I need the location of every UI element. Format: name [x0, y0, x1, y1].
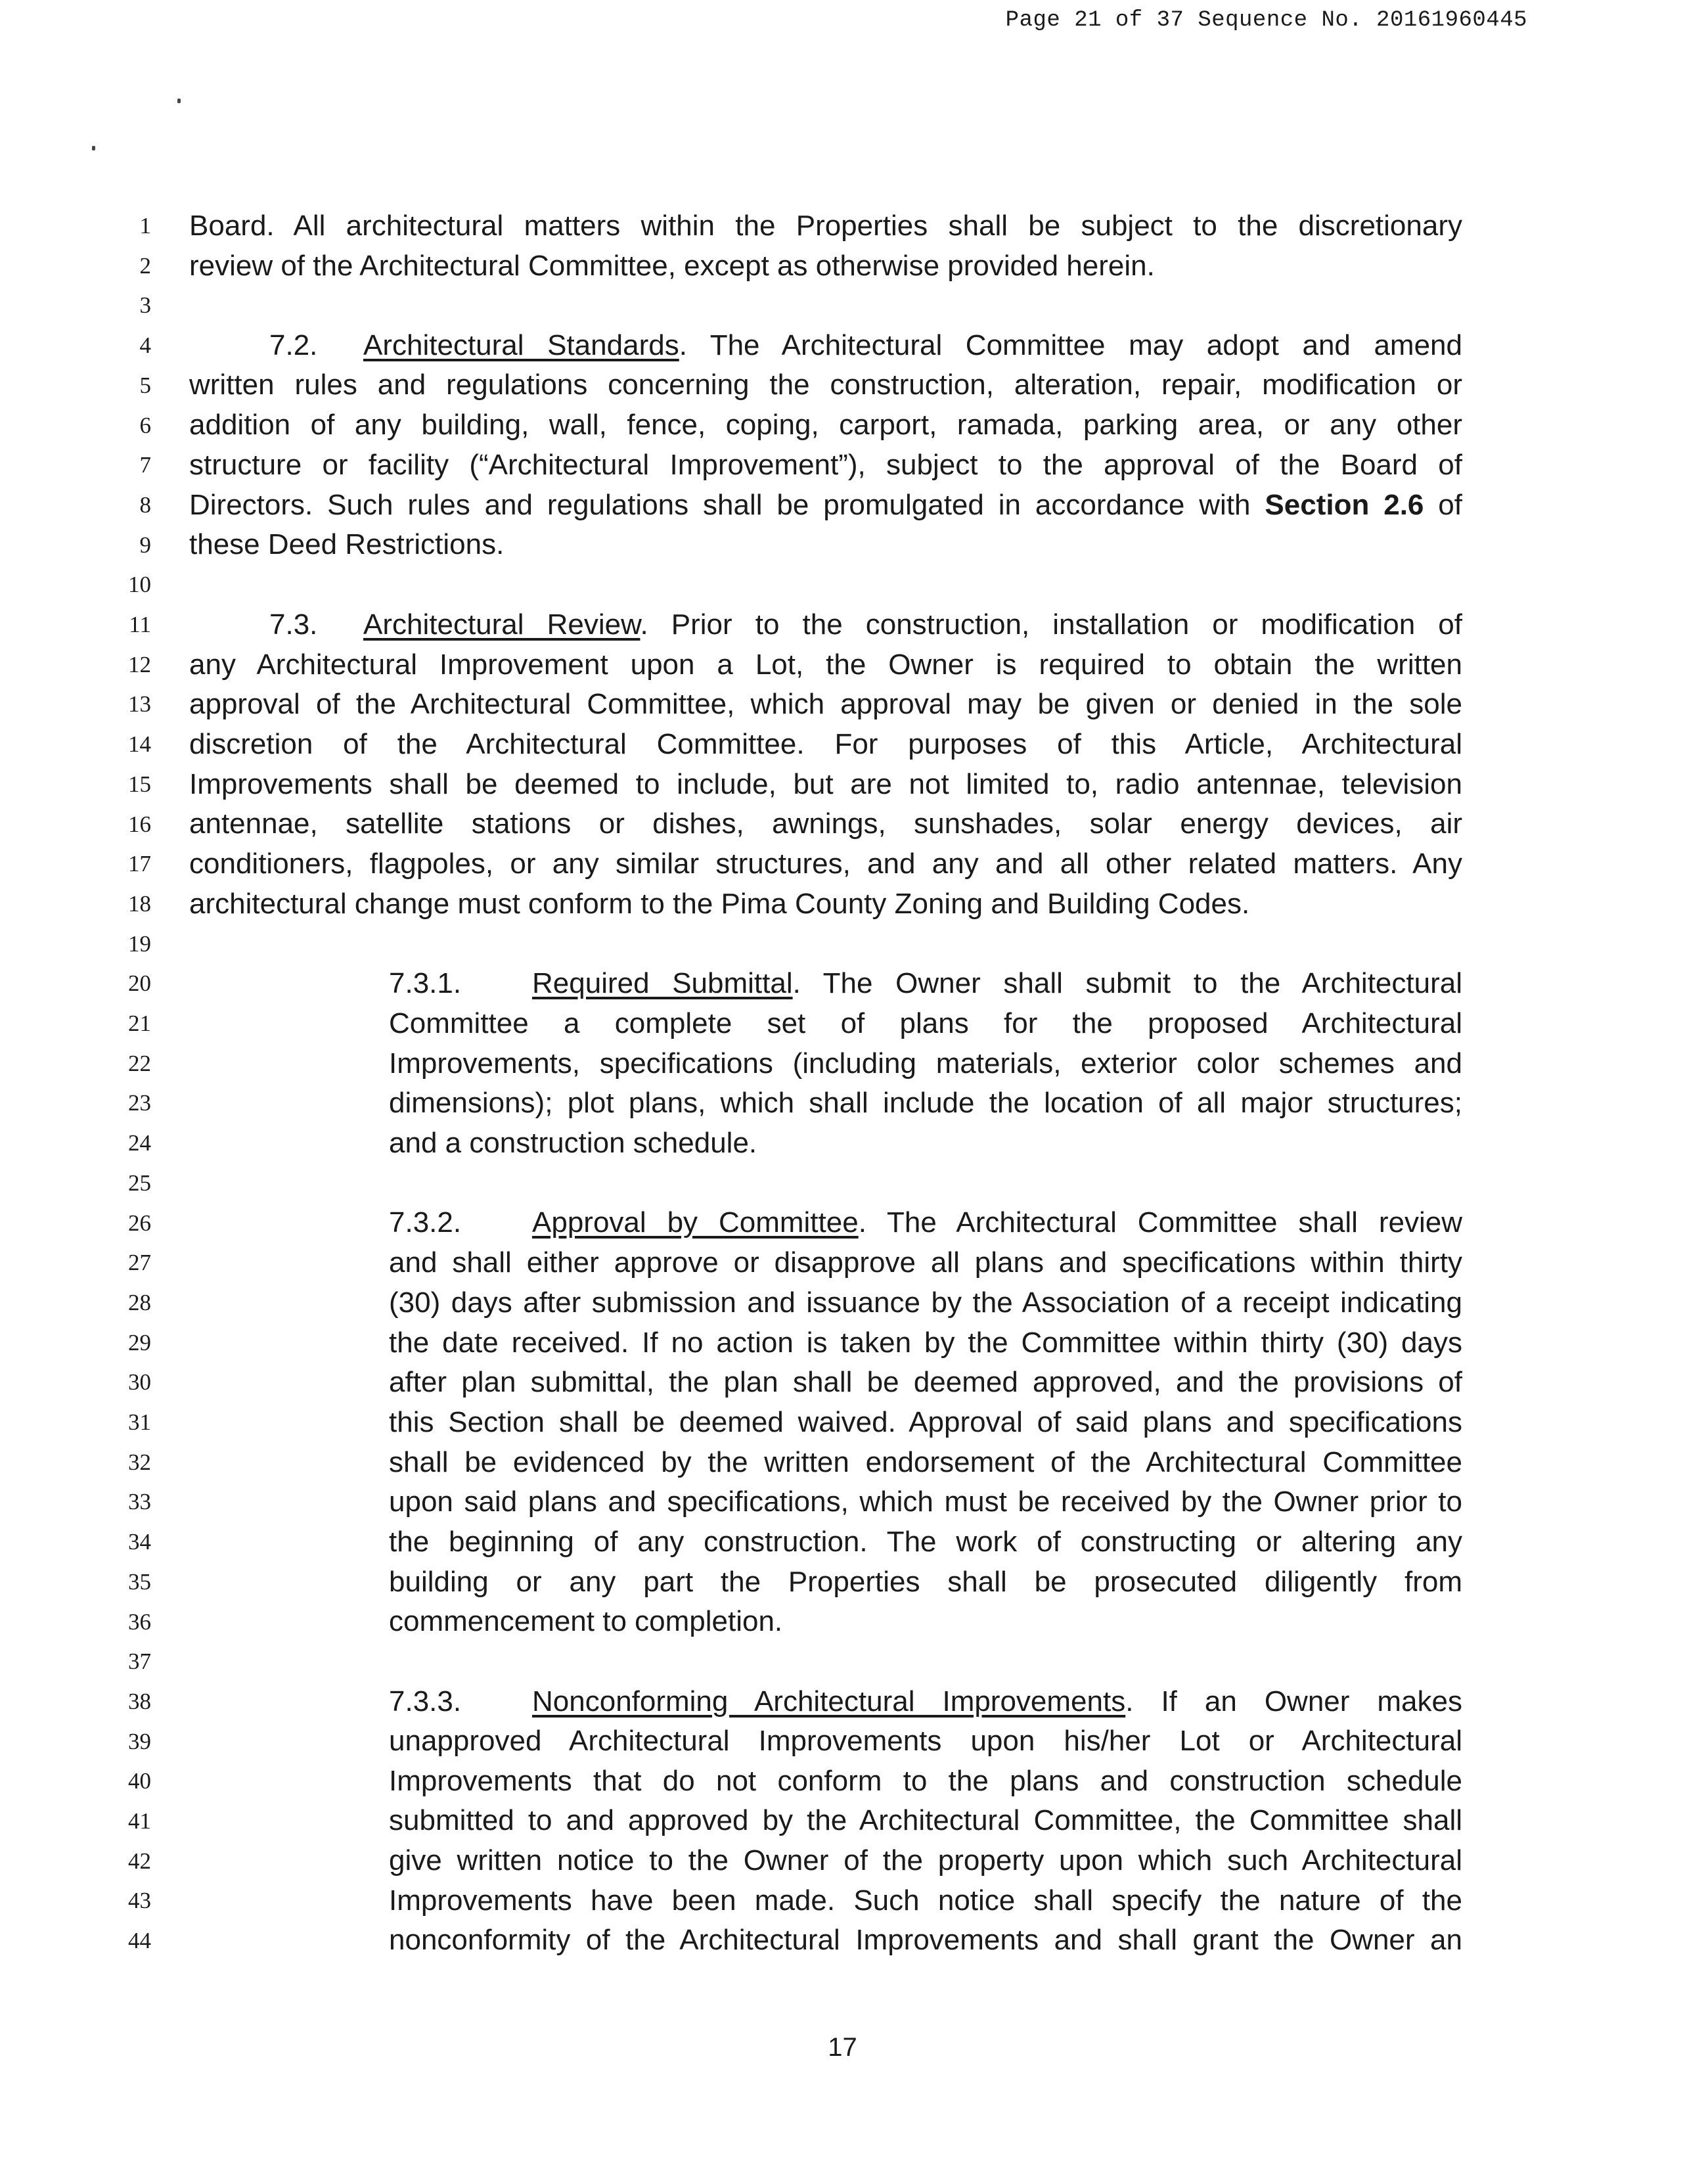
line-number: 25 [128, 1170, 151, 1196]
line-number: 33 [128, 1489, 151, 1515]
scan-speck [177, 99, 181, 103]
line-number: 9 [139, 532, 151, 558]
line-number: 6 [139, 412, 151, 438]
body-line: approval of the Architectural Committee, which approval may be given or denied in the sole [189, 688, 1462, 720]
body-line: nonconformity of the Architectural Improvements and shall grant the Owner an [389, 1924, 1462, 1956]
line-number: 17 [128, 851, 151, 877]
line-number: 38 [128, 1688, 151, 1714]
body-line: written rules and regulations concerning the construction, alteration, repair, modification or [189, 369, 1462, 401]
body-line: this Section shall be deemed waived. Approval of said plans and specifications [389, 1406, 1462, 1438]
section-7-3-2-heading-line [389, 1203, 1462, 1242]
body-line: Improvements shall be deemed to include, but are not limited to, radio antennae, television [189, 768, 1462, 800]
body-line: any Architectural Improvement upon a Lot, the Owner is required to obtain the written [189, 648, 1462, 681]
body-line: these Deed Restrictions. [189, 528, 505, 560]
section-number: 7.2. [269, 329, 318, 361]
body-line: dimensions); plot plans, which shall include the location of all major structures; [389, 1087, 1462, 1119]
body-text: Directors. Such rules and regulations shall be promulgated in accordance with [189, 489, 1265, 521]
body-line [189, 486, 1462, 525]
line-number: 20 [128, 970, 151, 997]
page-number: 17 [828, 2033, 857, 2062]
line-number: 15 [128, 771, 151, 797]
section-number: 7.3.3. [389, 1685, 462, 1718]
line-number: 8 [139, 491, 151, 518]
scan-speck [92, 146, 95, 150]
line-number: 24 [128, 1130, 151, 1156]
body-line: antennae, satellite stations or dishes, awnings, sunshades, solar energy devices, air [189, 808, 1462, 840]
line-number: 21 [128, 1011, 151, 1036]
body-line: addition of any building, wall, fence, coping, carport, ramada, parking area, or any other [189, 409, 1462, 441]
body-line: (30) days after submission and issuance by the Association of a receipt indicating [389, 1286, 1462, 1319]
line-number: 41 [128, 1808, 151, 1834]
section-reference: Section 2.6 [1265, 489, 1424, 521]
body-line: shall be evidenced by the written endorsement of the Architectural Committee [389, 1446, 1462, 1478]
body-line: structure or facility (“Architectural Improvement”), subject to the approval of the Board of [189, 449, 1462, 481]
line-number: 42 [128, 1848, 151, 1874]
body-line: submitted to and approved by the Architectural Committee, the Committee shall [389, 1804, 1462, 1836]
body-line: unapproved Architectural Improvements upon his/her Lot or Architectural [389, 1725, 1462, 1757]
line-number: 10 [128, 572, 151, 598]
body-line: give written notice to the Owner of the property upon which such Architectural [389, 1844, 1462, 1877]
body-line: Improvements that do not conform to the plans and construction schedule [389, 1765, 1462, 1797]
body-text: . The Architectural Committee may adopt and amend [679, 329, 1462, 361]
page-sequence-header: Page 21 of 37 Sequence No. 20161960445 [1005, 8, 1527, 33]
line-number: 16 [128, 811, 151, 837]
line-number: 11 [129, 612, 151, 637]
body-line: review of the Architectural Committee, except as otherwise provided herein. [189, 250, 1155, 282]
line-number: 44 [128, 1928, 151, 1954]
body-text: . If an Owner makes [1125, 1685, 1462, 1718]
line-number: 40 [128, 1768, 151, 1794]
body-line: upon said plans and specifications, which must be received by the Owner prior to [389, 1486, 1462, 1518]
body-line: Board. All architectural matters within the Properties shall be subject to the discretionary [189, 210, 1462, 242]
body-line: Improvements, specifications (including materials, exterior color schemes and [389, 1047, 1462, 1080]
line-number: 31 [128, 1409, 151, 1435]
line-number: 30 [128, 1369, 151, 1396]
line-number: 4 [139, 332, 151, 359]
body-text: of [1424, 489, 1462, 521]
line-number: 3 [139, 292, 151, 319]
line-number: 43 [128, 1888, 151, 1914]
line-number: 14 [128, 731, 151, 758]
body-text: . The Owner shall submit to the Architectural [792, 967, 1462, 999]
body-line: the beginning of any construction. The work of constructing or altering any [389, 1526, 1462, 1558]
body-line: after plan submittal, the plan shall be deemed approved, and the provisions of [389, 1366, 1462, 1398]
section-number: 7.3. [269, 608, 318, 641]
body-line: and shall either approve or disapprove all plans and specifications within thirty [389, 1246, 1462, 1279]
line-number: 35 [128, 1568, 151, 1595]
body-line: conditioners, flagpoles, or any similar structures, and any and all other related matters. Any [189, 848, 1462, 880]
line-number: 26 [128, 1210, 151, 1236]
line-number: 18 [128, 890, 151, 917]
line-number: 19 [128, 930, 151, 957]
body-line: and a construction schedule. [389, 1127, 757, 1159]
section-7-3-heading-line [189, 605, 1462, 645]
section-title: Approval by Committee [532, 1206, 859, 1239]
section-title: Architectural Standards [363, 329, 679, 361]
line-number: 23 [128, 1090, 151, 1116]
section-7-3-1-heading-line [389, 964, 1462, 1003]
line-number: 7 [139, 452, 151, 478]
line-number: 27 [128, 1250, 151, 1276]
line-number: 12 [128, 651, 151, 677]
line-number: 28 [128, 1289, 151, 1315]
body-line: the date received. If no action is taken by the Committee within thirty (30) days [389, 1327, 1462, 1359]
section-number: 7.3.1. [389, 967, 462, 999]
section-title: Required Submittal [532, 967, 793, 999]
body-line: Improvements have been made. Such notice shall specify the nature of the [389, 1884, 1462, 1917]
body-line: discretion of the Architectural Committee. For purposes of this Article, Architectural [189, 728, 1462, 760]
line-number: 37 [128, 1649, 151, 1675]
section-7-2-heading-line [189, 326, 1462, 365]
line-number: 32 [128, 1449, 151, 1475]
body-line: commencement to completion. [389, 1605, 783, 1637]
body-text: . The Architectural Committee shall review [858, 1206, 1462, 1239]
body-line: Committee a complete set of plans for the proposed Architectural [389, 1007, 1462, 1039]
section-number: 7.3.2. [389, 1206, 462, 1239]
line-number: 22 [128, 1050, 151, 1076]
line-number: 36 [128, 1608, 151, 1635]
line-number: 39 [128, 1728, 151, 1754]
section-title: Nonconforming Architectural Improvements [532, 1685, 1126, 1718]
body-line: building or any part the Properties shall be prosecuted diligently from [389, 1566, 1462, 1598]
body-text: . Prior to the construction, installation or modification of [640, 608, 1462, 641]
section-7-3-3-heading-line [389, 1682, 1462, 1721]
line-number: 34 [128, 1529, 151, 1555]
line-number: 2 [139, 252, 151, 279]
line-number: 13 [128, 691, 151, 717]
body-line: architectural change must conform to the Pima County Zoning and Building Codes. [189, 888, 1250, 920]
line-number: 29 [128, 1329, 151, 1355]
line-number: 1 [139, 213, 151, 239]
line-number: 5 [139, 372, 151, 398]
section-title: Architectural Review [363, 608, 640, 641]
